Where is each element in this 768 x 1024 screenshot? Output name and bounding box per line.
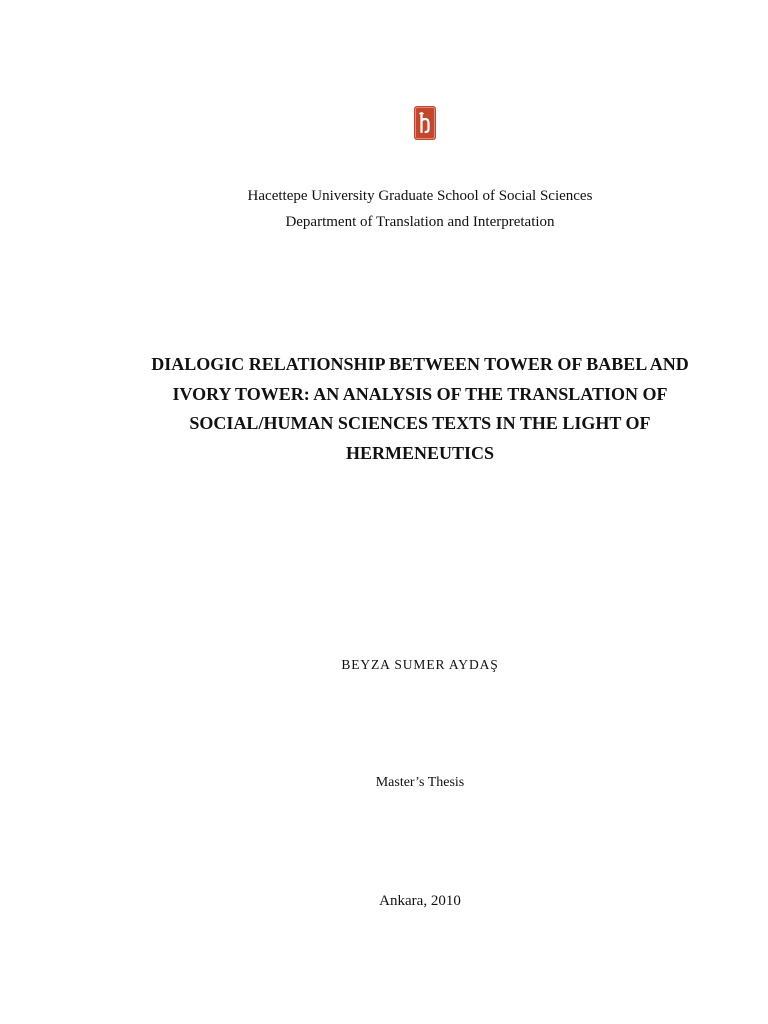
degree-type: Master’s Thesis bbox=[375, 775, 465, 790]
place-and-date: Ankara, 2010 bbox=[379, 893, 461, 909]
author-name: BEYZA SUMER AYDAŞ bbox=[341, 657, 499, 672]
thesis-title-line: SOCIAL/HUMAN SCIENCES TEXTS IN THE LIGHT OF bbox=[189, 413, 651, 433]
university-emblem-icon bbox=[413, 105, 437, 141]
thesis-title-line: DIALOGIC RELATIONSHIP BETWEEN TOWER OF BABEL AND bbox=[151, 354, 689, 374]
thesis-title-line: IVORY TOWER: AN ANALYSIS OF THE TRANSLATION OF bbox=[172, 383, 668, 404]
institution-name: Hacettepe University Graduate School of Social Sciences bbox=[247, 188, 593, 204]
thesis-title-line: HERMENEUTICS bbox=[345, 442, 495, 463]
department-name: Department of Translation and Interpretation bbox=[285, 214, 555, 230]
thesis-title bbox=[0, 350, 768, 468]
